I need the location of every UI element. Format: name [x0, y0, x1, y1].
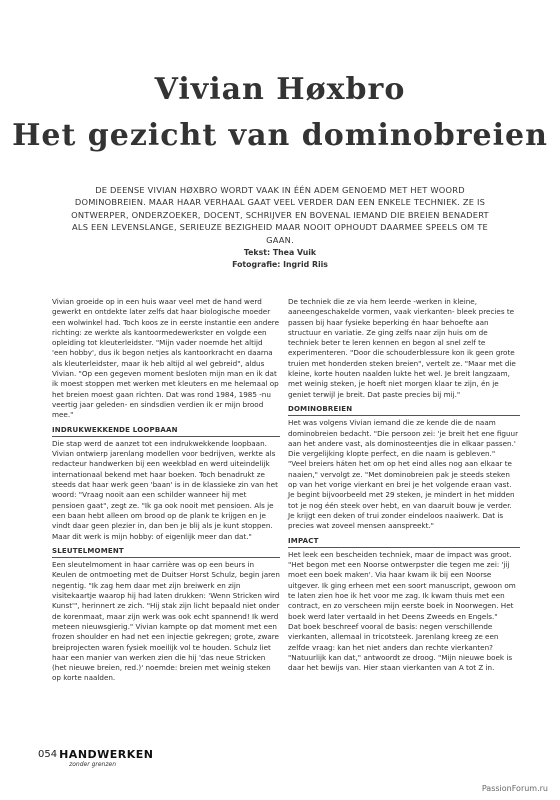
text-credit: Tekst: Thea Vuik — [243, 248, 317, 257]
section-heading: IMPACT — [288, 536, 520, 548]
page-footer — [38, 749, 154, 775]
magazine-tagline: zonder grenzen — [69, 761, 117, 768]
section-heading: DOMINOBREIEN — [288, 404, 520, 416]
page-number: 054 — [38, 749, 58, 760]
article-title-line-1: Vivian Høxbro — [154, 72, 406, 107]
article-credits — [0, 247, 560, 270]
paragraph: Het was volgens Vivian iemand die ze kende die de naam dominobreien bedacht. "Die persoon zei: 'je breit het ene figuur aan het andere vast, als dominosteentjes die in elkaar passen.' Die vergelijking klopte perfect, en die naam is gebleven." — [288, 418, 519, 459]
paragraph: "Veel breiers háten het om op het eind alles nog aan elkaar te naaien," vervolgt ze. "Met dominobreien pak je steeds steken op van het vorige vierkant en brei je het volgende eraan vast. Je begint bijvoorbeeld met 29 steken, je mindert in het midden tot je nog één steek over hebt, en van daaruit bouw je verder. Je krijgt een deken of trui zonder eindeloos naaiwerk. Dat is precies wat zoveel mensen aanspreekt." — [288, 459, 515, 531]
paragraph: Die stap werd de aanzet tot een indrukwekkende loopbaan. Vivian ontwierp jarenlang modellen voor bedrijven, werkte als redacteur handwerken bij een weekblad en werd uiteindelijk internationaal bekend met haar boeken. Toch benadrukt ze steeds dat haar werk geen 'baan' is in de klassieke zin van het woord: "Vraag nooit aan een schilder wanneer hij met pensioen gaat", zegt ze. "Ik ga ook nooit met pensioen. Als je een baan hebt alleen om brood op de plank te krijgen en je vindt daar geen plezier in, dan ben je blij als je kunt stoppen. Maar dit werk is mijn hobby: of eigenlijk meer dan dat." — [52, 438, 278, 541]
photo-credit: Fotografie: Ingrid Riis — [232, 259, 328, 269]
article-lead: DE DEENSE VIVIAN HØXBRO WORDT VAAK IN ÉÉN ADEM GENOEMD MET HET WOORD DOMINOBREIEN. MAAR HAAR VERHAAL GAAT VEEL VERDER DAN EEN ENKELE TECHNIEK. ZE IS ONTWERPER, ONDERZOEKER, DOCENT, SCHRIJVER EN BOVENAL IEMAND DIE BREIEN BENADERT ALS EEN LEVENSLANGE, SERIEUZE BEZIGHEID MAAR NOOIT OPHOUDT DAARMEE SPEELS OM TE GAAN. — [71, 185, 489, 245]
paragraph: Dat boek beschreef vooral de basis: negen verschillende vierkanten, allemaal in tricotsteek. Jarenlang kreeg ze een zelfde vraag: kan het niet anders dan rechte vierkanten? "Natuurlijk kan dat," antwoordt ze droog. "Mijn nieuwe boek is daar het bewijs van. Hier staan vierkanten van A tot Z in. — [288, 621, 513, 673]
watermark: PassionForum.ru — [481, 784, 548, 793]
section-heading: SLEUTELMOMENT — [52, 546, 280, 558]
paragraph: De techniek die ze via hem leerde -werken in kleine, aaneengeschakelde vormen, vaak vierkanten- bleek precies te passen bij haar fysieke beperking én haar behoefte aan structuur en variatie. Ze ging zelfs naar zijn huis om de techniek beter te leren kennen en begon al snel zelf te experimenteren. "Door die schouderblessure kon ik geen grote truien met honderden steken breien", vertelt ze. "Maar met die kleine, korte houten naalden lukte het wel. Je breit langzaam, met weinig steken, je hoeft niet morgen klaar te zijn, én je geniet terwijl je breit. Dat paste precies bij mij." — [288, 297, 516, 399]
article-title-line-2: Het gezicht van dominobreien — [12, 118, 548, 153]
paragraph: Een sleutelmoment in haar carrière was op een beurs in Keulen de ontmoeting met de Duitser Horst Schulz, begin jaren negentig. "Ik zag hem daar met zijn breiwerk en zijn visitekaartje waarop hij had laten drukken: 'Wenn Stricken wird Kunst'", herinnert ze zich. "Hij stak zijn licht bepaald niet onder de korenmaat, maar zijn werk was ook echt spannend! Ik werd meteen nieuwsgierig." Vivian kampte op dat moment met een frozen shoulder en had net een injectie gekregen; grote, zware breiprojecten waren fysiek moeilijk vol te houden. Schulz liet haar een manier van werken zien die hij 'das neue Stricken (het nieuwe breien, red.)' noemde: breien met weinig steken op korte naalden. — [52, 560, 280, 683]
section-heading: INDRUKWEKKENDE LOOPBAAN — [52, 425, 280, 437]
magazine-name: HANDWERKEN — [59, 748, 154, 761]
left-column — [52, 297, 280, 684]
right-column — [288, 297, 520, 673]
paragraph: Vivian groeide op in een huis waar veel met de hand werd gewerkt en ontdekte later zelfs dat haar biologische moeder een wolwinkel had. Toch koos ze in eerste instantie een andere richting: ze werkte als kantoormedewerkster en volgde een opleiding tot kleuterleidster. "Mijn vader noemde het altijd 'een hobby', dus ik begon netjes als kantoorkracht en daarna als kleuterleidster, maar ik heb altijd al wel gebreid", aldus Vivian. "Op een gegeven moment besloten mijn man en ik dat ik moest stoppen met werken met kleuters en me helemaal op het breien moest gaan richten. Dat was rond 1984, 1985 -nu veertig jaar geleden- en sindsdien verdien ik er mijn brood mee." — [52, 297, 280, 420]
magazine-logo — [59, 749, 153, 769]
paragraph: Het leek een bescheiden techniek, maar de impact was groot. "Het begon met een Noorse ontwerpster die tegen me zei: 'jij moet een boek maken'. Via haar kwam ik bij een Noorse uitgever. Ik ging erheen met een soort manuscript, gewoon om te laten zien hoe ik het voor me zag. Ik kwam thuis met een contract, en zo verscheen mijn eerste boek in Noorwegen. Het boek werd later vertaald in het Deens Zweeds en Engels." — [288, 549, 516, 621]
